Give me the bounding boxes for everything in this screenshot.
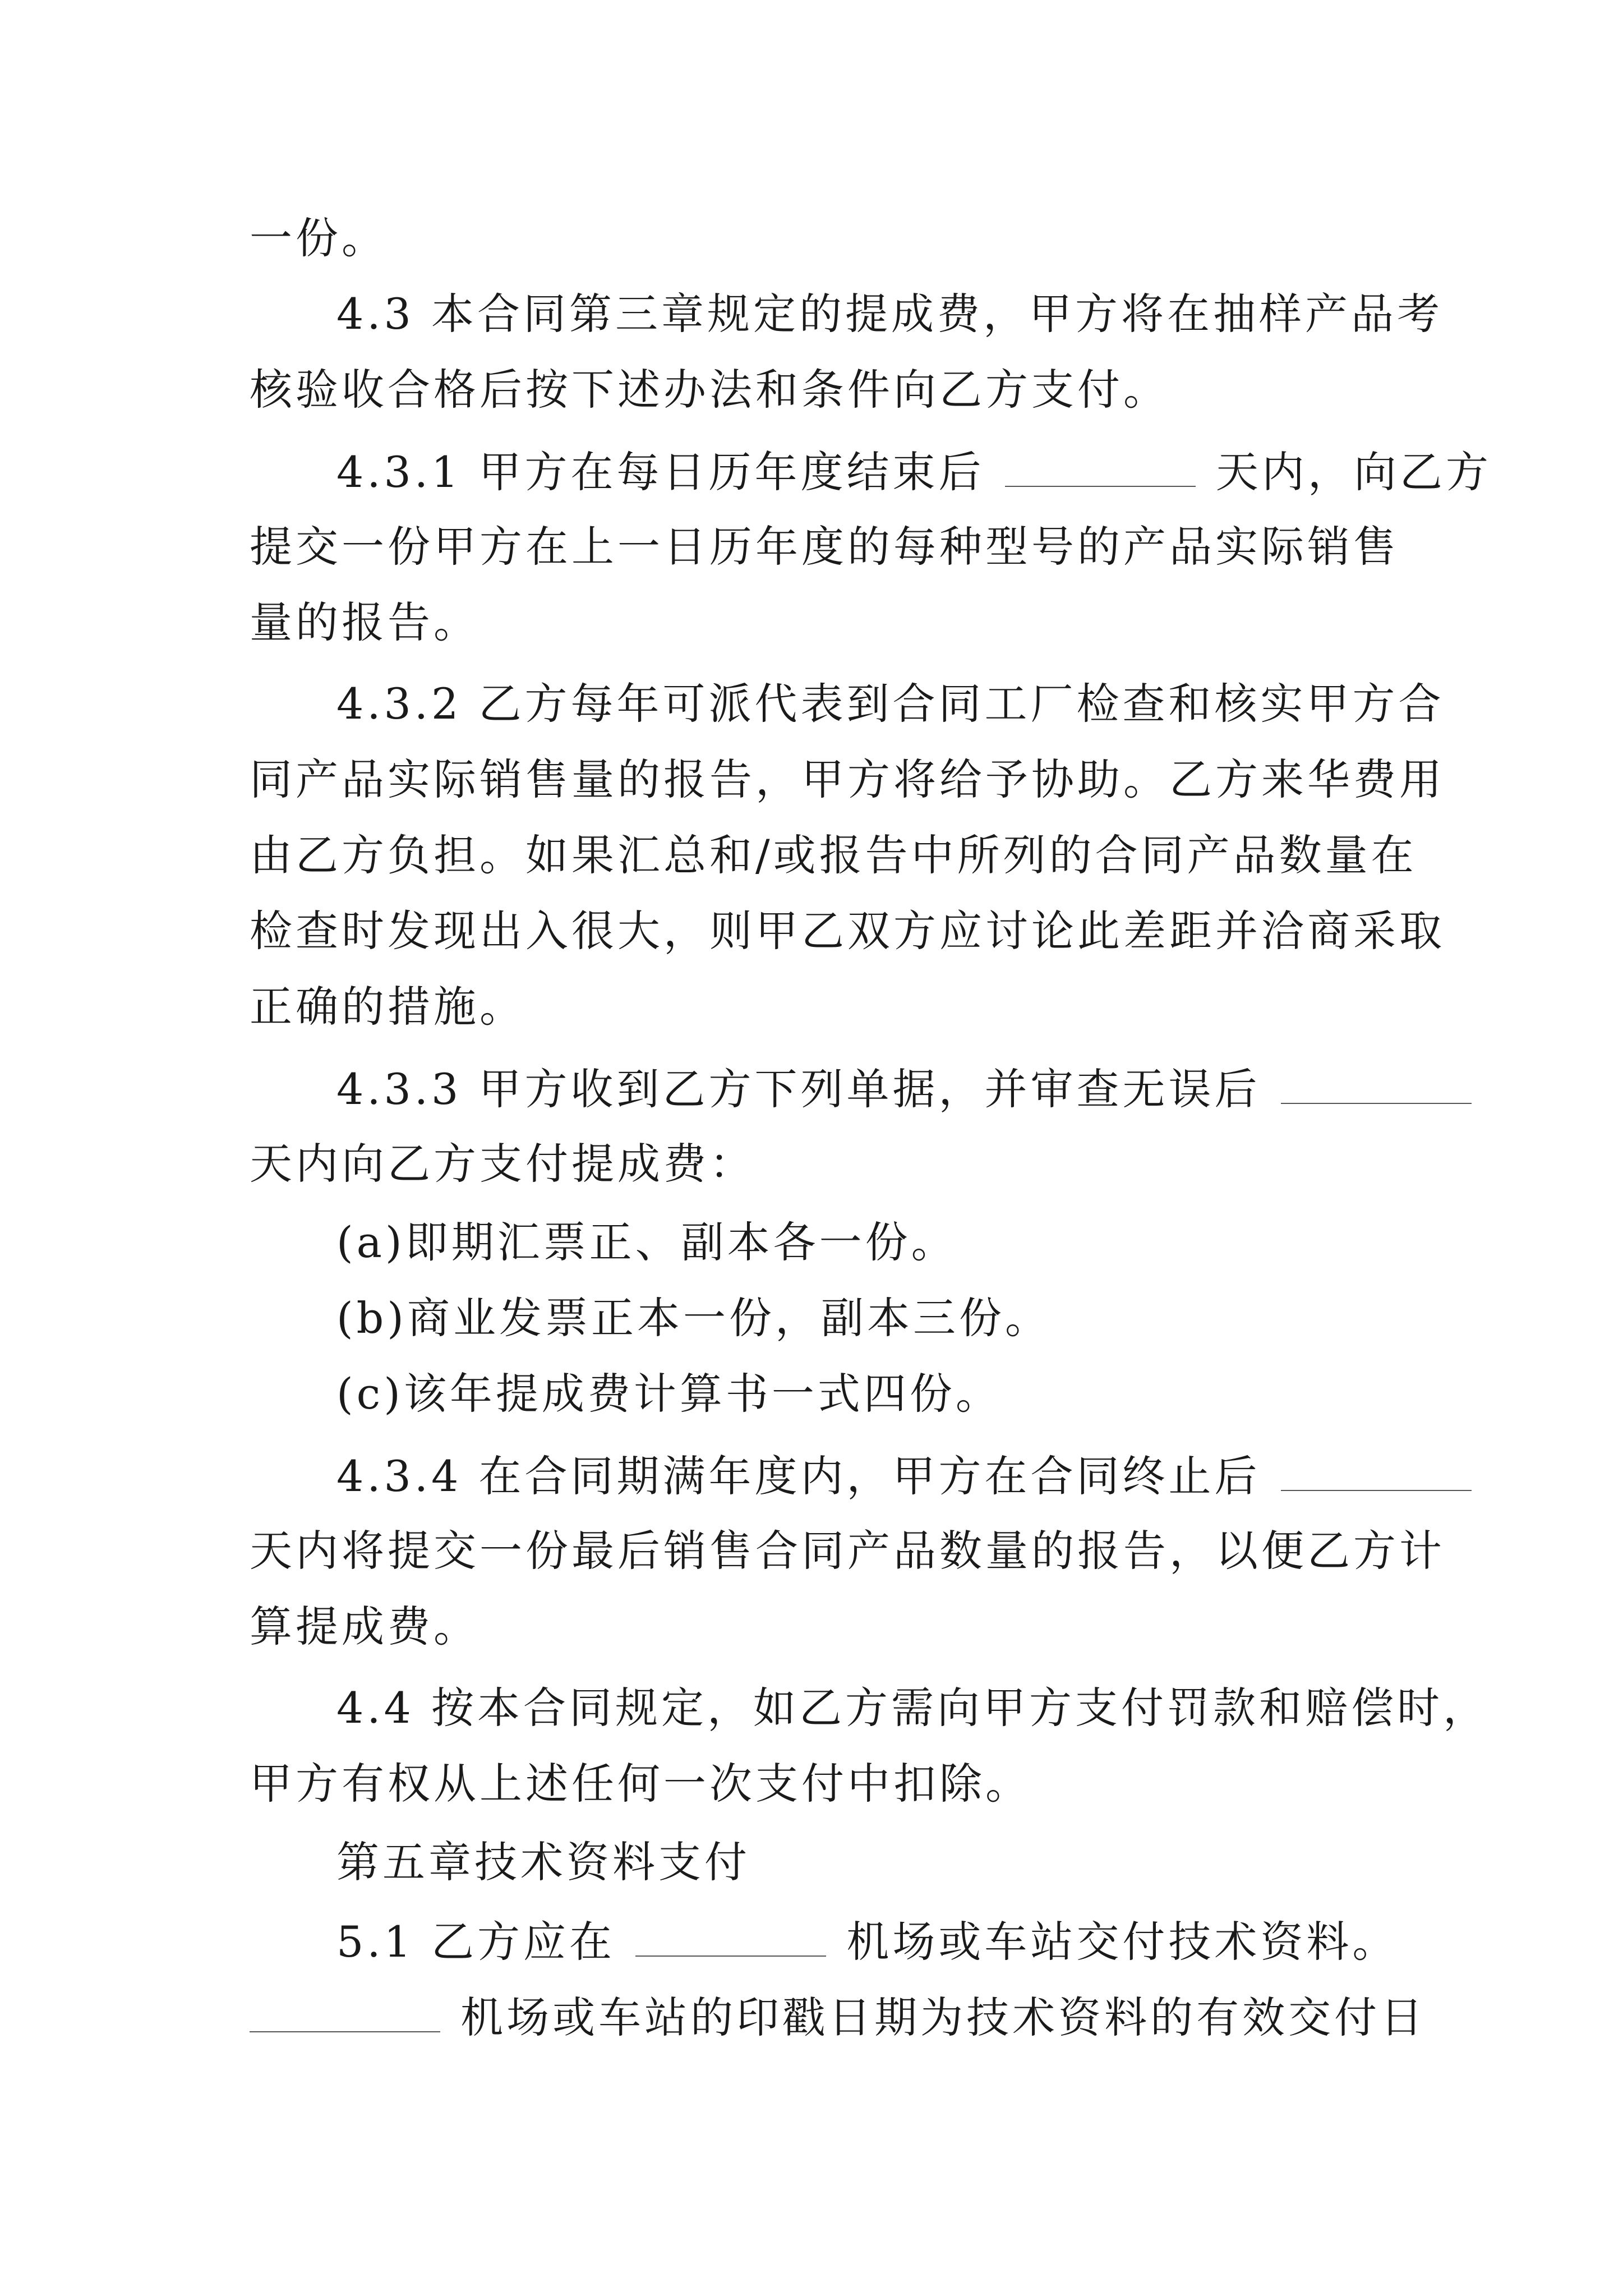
text-line: [250, 979, 1382, 1035]
fill-in-blank[interactable]: [1281, 1060, 1472, 1104]
line-text: 4.3.2 乙方每年可派代表到合同工厂检查和核实甲方合: [336, 679, 1445, 729]
line-text: 提交一份甲方在上一日历年度的每种型号的产品实际销售: [250, 522, 1399, 572]
text-line: [336, 1214, 1469, 1271]
line-text: (c)该年提成费计算书一式四份。: [336, 1369, 1002, 1419]
line-text: 4.3.4 在合同期满年度内，甲方在合同终止后: [336, 1451, 1261, 1501]
line-text: (b)商业发票正本一份，副本三份。: [336, 1293, 1051, 1343]
text-line: [336, 1447, 1469, 1503]
text-line: [250, 752, 1445, 808]
text-line: [250, 1989, 1427, 2045]
text-line: [336, 1060, 1469, 1116]
line-text: 机场或车站的印戳日期为技术资料的有效交付日: [460, 1993, 1427, 2042]
text-line: [336, 1913, 1469, 1969]
text-line: [250, 519, 1399, 575]
line-text: 一份。: [250, 213, 388, 263]
text-line: [250, 827, 1417, 884]
section-heading: [336, 1834, 1469, 1890]
line-text: 天内，向乙方: [1215, 447, 1492, 497]
line-text: 同产品实际销售量的报告，甲方将给予协助。乙方来华费用: [250, 754, 1445, 804]
line-text: 算提成费。: [250, 1602, 479, 1651]
line-text: 检查时发现出入很大，则甲乙双方应讨论此差距并洽商采取: [250, 906, 1445, 956]
line-text: 4.3 本合同第三章规定的提成费，甲方将在抽样产品考: [336, 289, 1444, 339]
line-text: (a)即期汇票正、副本各一份。: [336, 1217, 957, 1267]
text-line: [250, 1523, 1445, 1579]
line-text: 第五章技术资料支付: [336, 1837, 750, 1887]
text-line: [250, 595, 1382, 651]
line-text: 天内将提交一份最后销售合同产品数量的报告，以便乙方计: [250, 1526, 1445, 1576]
fill-in-blank[interactable]: [635, 1913, 826, 1957]
line-text: 机场或车站交付技术资料。: [846, 1917, 1399, 1967]
fill-in-blank[interactable]: [250, 1989, 440, 2032]
line-text: 4.4 按本合同规定，如乙方需向甲方支付罚款和赔偿时，: [336, 1683, 1490, 1733]
text-line: [336, 1366, 1469, 1422]
text-line: [250, 903, 1445, 959]
line-text: 正确的措施。: [250, 982, 525, 1032]
text-line: [250, 210, 1382, 266]
text-line: [336, 1680, 1490, 1736]
text-line: [250, 1136, 1382, 1192]
line-text: 5.1 乙方应在: [336, 1917, 616, 1967]
fill-in-blank[interactable]: [1281, 1447, 1472, 1491]
line-text: 由乙方负担。如果汇总和/或报告中所列的合同产品数量在: [250, 830, 1417, 880]
text-line: [250, 362, 1382, 418]
line-text: 核验收合格后按下述办法和条件向乙方支付。: [250, 365, 1169, 415]
fill-in-blank[interactable]: [1005, 443, 1196, 487]
text-line: [250, 1599, 1382, 1655]
line-text: 甲方有权从上述任何一次支付中扣除。: [250, 1759, 1031, 1809]
text-line: [336, 676, 1469, 732]
line-text: 4.3.3 甲方收到乙方下列单据，并审查无误后: [336, 1064, 1261, 1114]
line-text: 4.3.1 甲方在每日历年度结束后: [336, 447, 985, 497]
text-line: [336, 286, 1469, 342]
text-line: [250, 1756, 1382, 1812]
text-line: [336, 1290, 1469, 1346]
line-text: 天内向乙方支付提成费：: [250, 1139, 755, 1189]
line-text: 量的报告。: [250, 597, 479, 647]
text-line: [336, 443, 1492, 499]
